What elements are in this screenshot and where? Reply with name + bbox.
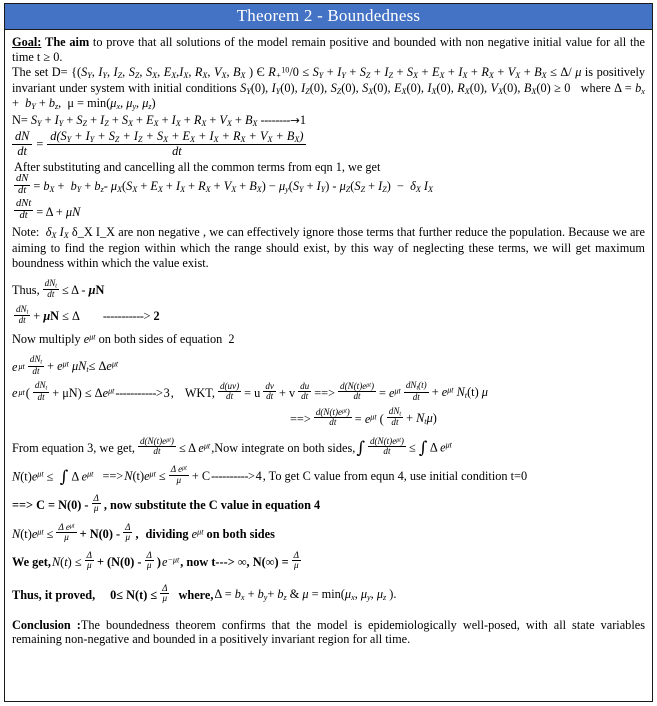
eq2-arrow: -----------> 2 <box>102 309 160 324</box>
from-eq3-frac: $\frac{d(N(t)e^{\mu t})}{dt}$ <box>139 435 174 457</box>
wkt-dv: $\frac{dv}{dt}$ <box>265 380 274 401</box>
eq3-comma: , <box>170 385 174 400</box>
step-a-e1: e <box>12 359 18 374</box>
equation-wkt-result2 <box>290 405 645 429</box>
proved-body: 0≤ N(t) ≤ <box>110 587 158 602</box>
theorem-box <box>4 3 653 702</box>
spacer-1 <box>12 271 645 280</box>
wkt2-frac: $\frac{dN_t}{dt}$ <box>388 405 402 428</box>
weget-close: ) <box>156 555 161 570</box>
conclusion-label: Conclusion : <box>12 617 81 632</box>
integrate-frac: $\frac{d(N(t)e^{\mu t})}{dt}$ <box>369 435 404 457</box>
wkt-duv: $\frac{d(uv)}{dt}$ <box>219 380 240 401</box>
subst-frac2: $\frac{\Delta}{\mu}$ <box>125 521 131 542</box>
c-implies: ==> C = N(0) - <box>12 497 89 512</box>
set-intro: The set D= <box>12 65 68 79</box>
from-eq3-ineq: ≤ Δ $e^{\mu t}$ <box>178 440 211 455</box>
equation-4-label: 4 <box>255 469 262 484</box>
equation-dn-expanded <box>12 172 645 198</box>
conclusion-paragraph <box>12 618 645 647</box>
equation-dn-dt <box>12 130 645 159</box>
spacer-12 <box>12 572 645 585</box>
step-c-frac: $\frac{\Delta e^{\mu t}}{\mu}$ <box>170 464 187 485</box>
step-c-left: $N(t)e^{\mu t}$ ≤ ∫ Δ $e^{\mu t}$ <box>12 466 94 486</box>
weget-tail: , now t---> ∞, N(∞) = <box>180 555 289 570</box>
equation-3-label: 3 <box>163 385 170 400</box>
step-a-frac: $\frac{dN_t}{dt}$ <box>29 353 43 376</box>
equation-step-a: e μt $\frac{dN_t}{dt}$ + $e^{\mu t}$ $\mu N_t\le \Delta e^{\mu t}$ <box>12 353 119 376</box>
wkt-du: $\frac{du}{dt}$ <box>300 380 310 401</box>
spacer-13 <box>12 605 645 618</box>
thus-rhs: ≤ Δ - μN <box>61 283 105 298</box>
dn-expanded-rhs: = $b_X + b_Y + b_z-$ $\mu_X(S_X + E_X + I_X + R_X + V_X + B_X) - \mu_y(S_Y + I_Y) - \mu_Z(S_Z + I_Z) - \delta_X$ $I_X$ <box>33 178 433 194</box>
step-c-implies: ==> <box>102 469 124 484</box>
wkt-label: WKT, <box>184 385 215 400</box>
spacer-4 <box>12 347 645 356</box>
goal-label: Goal: <box>12 35 42 49</box>
equation-we-get <box>12 550 645 573</box>
integral-sign-1: ∫ <box>356 438 365 458</box>
step-c-right: $N(t)e^{\mu t}$ ≤ <box>124 469 166 484</box>
equation-substitute <box>12 521 645 544</box>
subst-frac1: $\frac{\Delta e^{\mu t}}{\mu}$ <box>58 521 75 542</box>
spacer-7 <box>12 429 645 438</box>
wkt-eq: = u <box>244 385 261 400</box>
dn-dt-denominator: dt <box>172 143 182 158</box>
wkt2-tail: + $N_t\mu$) <box>406 410 437 427</box>
eq2-rhs: + μN ≤ Δ <box>33 309 80 324</box>
step-b-open: ( <box>25 385 30 400</box>
equation-dnt-simple <box>12 198 645 224</box>
spacer-10 <box>12 515 645 524</box>
equation-thus <box>12 277 645 301</box>
integrate-text: ,Now integrate on both sides, <box>211 440 356 455</box>
equation-step-b: e μt ( $\frac{dN_t}{dt}$ + $\mu N) \le \Delta e^{\mu t}$ -----------> 3 , WKT, $\frac{d(uv)}{dt}$ = u $\frac{dv}{dt}$ + v $\frac{du}{dt}$ ==> $\frac{d(N(t)e^{\mu t})}{dt}$ = $e^{\mu t}$ $\frac{dN_t(t)}{dt}$ + $e^{\mu t}$ $N_t(t)$ μ <box>12 379 488 402</box>
wkt2-lhs: $\frac{d(N(t)e^{\mu t})}{dt}$ <box>315 406 350 427</box>
equation-c-value <box>12 492 645 515</box>
wkt2-eq: = $e^{\mu t}$ ( <box>354 411 384 426</box>
thus-frac: $\frac{dN_t}{dt}$ <box>44 277 57 300</box>
multiply-text: Now multiply $e^{\mu t}$ on both sides of equation 2 <box>12 331 235 346</box>
proved-frac: $\frac{\Delta}{\mu}$ <box>162 582 168 603</box>
proved-where: $\Delta = b_x + b_y+ b_z$ & $\mu = \min(\mu_x$, $\mu_y$, $\mu_z$ ). <box>214 587 397 603</box>
spacer-8 <box>12 458 645 467</box>
subst-lhs: $N(t)e^{\mu t}$ ≤ <box>12 526 54 541</box>
note-text: δ_X I_X are non negative , we can effectively ignore those terms that further reduce the population. Because we are aiming to find the region within which the range should exist, by this way of neglecting these terms, we will get maximum boundness within which the value exist. <box>12 225 645 270</box>
step-c-plusc: + C <box>191 469 211 484</box>
equals-sign: = <box>36 136 44 151</box>
weget-lhs: N(t) ≤ <box>51 555 82 570</box>
subst-mid: + N(0) - <box>79 526 121 541</box>
c-tail: , now substitute the C value in equation 4 <box>103 497 321 512</box>
equation-1: $N= S_Y + I_Y + S_Z + I_Z + S_X + E_X + I_X + R_X + V_X + B_X$ --------→1 <box>12 113 307 129</box>
wkt-implies: ==> <box>314 385 336 400</box>
dn-dt-left: $\frac{dN}{dt}$ <box>12 130 32 159</box>
eq2-frac: $\frac{dN_t}{dt}$ <box>16 303 29 326</box>
c-frac: $\frac{\Delta}{\mu}$ <box>93 492 99 514</box>
weget-frac2: $\frac{\Delta}{\mu}$ <box>146 550 152 571</box>
note-label: Note: <box>12 225 40 240</box>
note-paragraph <box>12 225 645 270</box>
wkt2-implies: ==> <box>290 411 311 426</box>
weget-frac1: $\frac{\Delta}{\mu}$ <box>86 550 92 571</box>
wkt-dnt: $\frac{dN_t(t)}{dt}$ <box>405 379 427 402</box>
subst-tail: dividing $e^{\mu t}$ on both sides <box>145 526 275 541</box>
eq3-dashes: -----------> <box>115 385 163 400</box>
step-b-frac: $\frac{dN_t}{dt}$ <box>34 379 48 402</box>
goal-bold: The aim <box>45 35 90 49</box>
equation-2-label: 2 <box>153 309 160 324</box>
eq4-dashes: ----------> <box>211 469 255 484</box>
thus-label: Thus, <box>12 283 40 298</box>
goal-text: to prove that all solutions of the model remain positive and bounded with non negative initial value for all the time t ≥ 0. <box>12 35 645 64</box>
wkt-lhs: $\frac{d(N(t)e^{\mu t})}{dt}$ <box>340 380 374 401</box>
theorem-body <box>5 30 652 652</box>
proved-where-label: where, <box>178 587 214 602</box>
equation-2 <box>12 303 645 327</box>
proved-label: Thus, it proved, <box>12 587 96 602</box>
set-tuple-render: {($S_Y$, $I_Y$, $I_Z$, $S_Z$, $S_X$, $E_X,I_X$, $R_X$, $V_X$, $B_X$ ) Є $R_+^{10}/0 \le S_Y + I_Y + S_Z + I_Z + S_X + E_X + I_X + R_X + V_X + B_X \le \Delta/$ μ <box>71 65 582 81</box>
weget-exp: $e^{-\mu t}$ <box>161 555 180 570</box>
dn-dt-right <box>47 130 306 159</box>
goal-paragraph <box>12 35 645 64</box>
wkt-tail: + $e^{\mu t}$ $N_t(t)$ μ <box>431 384 488 401</box>
after-substituting-text: After substituting and cancelling all the common terms from eqn 1, we get <box>14 159 381 174</box>
integrate-ineq: ≤ ∫ Δ $e^{\mu t}$ <box>408 438 452 458</box>
set-initial-render: $S_Y(0)$, $I_Y(0)$, $I_Z(0)$, $S_Z(0)$, $S_X(0)$, $E_X(0)$, $I_X(0)$, $R_X(0)$, $V_X(0)$, $B_X(0) \ge 0$ <box>240 80 571 96</box>
theorem-title: Theorem 2 - Boundedness <box>5 4 652 30</box>
dn-dt-frac: $\frac{dN}{dt}$ <box>16 172 29 196</box>
set-line2: is positively invariant under system with initial conditions <box>12 65 646 95</box>
note-symbols: $\delta_X$ $I_X$ <box>45 225 69 241</box>
equation-1-label: 1 <box>299 113 307 128</box>
from-eq3-text: From equation 3, we get, <box>12 440 135 455</box>
weget-label: We get, <box>12 555 51 570</box>
wkt-plus: + v <box>278 385 296 400</box>
equation-from-3 <box>12 435 645 458</box>
dnt-frac: $\frac{\text{dNt}}{dt}$ <box>16 198 32 222</box>
weget-frac3: $\frac{\Delta}{\mu}$ <box>293 550 299 571</box>
weget-mid: + (N(0) - <box>96 555 142 570</box>
subst-comma: , <box>135 526 139 541</box>
spacer-11 <box>12 544 645 553</box>
set-definition <box>12 65 645 112</box>
eq4-tail: , To get C value from equn 4, use initial condition t=0 <box>262 469 528 484</box>
dnt-rhs: = Δ + μN <box>36 204 81 219</box>
step-a-rest: + $e^{\mu t}$ $\mu N_t\le \Delta e^{\mu t}$ <box>47 359 119 375</box>
step-b-rest: + $\mu N) \le \Delta e^{\mu t}$ <box>52 385 115 400</box>
equation-step-c <box>12 464 645 487</box>
spacer-9 <box>12 486 645 495</box>
wkt-eq2: = $e^{\mu t}$ <box>379 385 401 400</box>
dn-dt-numerator: $d(S_Y + I_Y + S_Z + I_Z + S_X + E_X + I_X + R_X + V_X + B_X)$ <box>47 130 306 145</box>
set-where-render: where $\Delta = b_x + b_Y + b_z$, $\mu = \min(\mu_x$, $\mu_y$, $\mu_z$) <box>12 80 645 112</box>
conclusion-text: The boundedness theorem confirms that the model is epidemiologically well-posed, with all state variables remaining non-negative and bounded in a positively invariant region for all time. <box>12 617 645 647</box>
equation-proved <box>12 582 645 605</box>
